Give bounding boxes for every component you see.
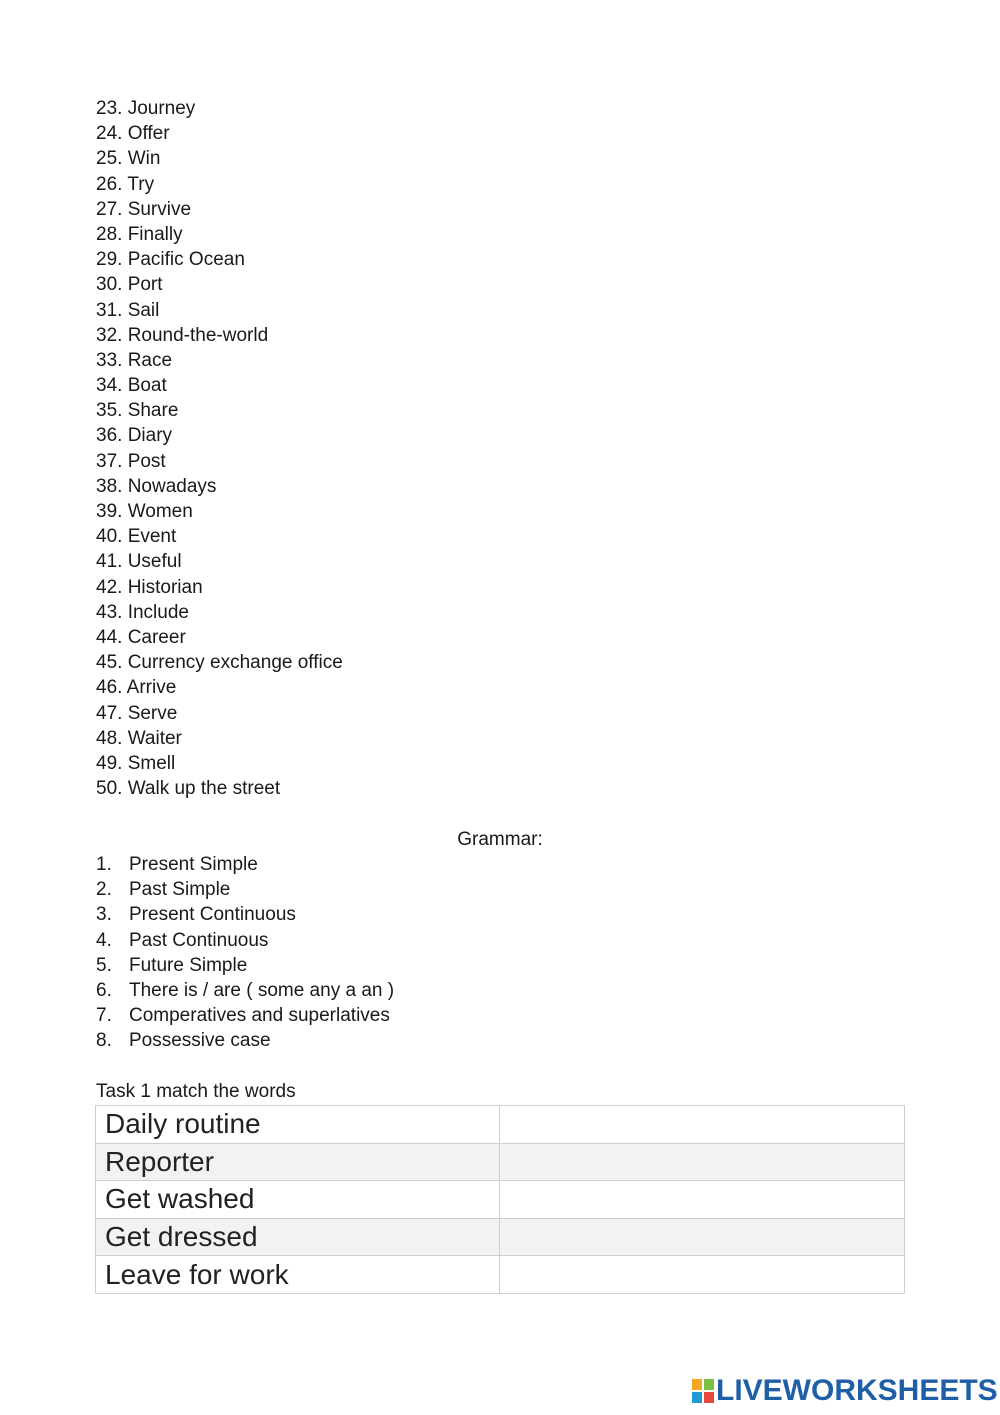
vocabulary-item: 25. Win <box>96 148 161 170</box>
match-answer-cell[interactable] <box>500 1256 905 1294</box>
vocabulary-item: 45. Currency exchange office <box>96 652 343 674</box>
logo-tile <box>704 1379 714 1390</box>
match-answer-cell[interactable] <box>500 1218 905 1256</box>
grammar-item-text: Present Continuous <box>129 904 296 926</box>
vocabulary-item: 29. Pacific Ocean <box>96 249 245 271</box>
grammar-item <box>96 928 394 953</box>
vocabulary-item: 31. Sail <box>96 299 160 321</box>
grammar-item-text: There is / are ( some any a an ) <box>129 979 395 1001</box>
grammar-item-text: Past Simple <box>129 879 231 901</box>
table-row <box>96 1106 905 1144</box>
grammar-heading: Grammar: <box>457 829 543 850</box>
vocabulary-item: 48. Waiter <box>96 727 182 749</box>
grammar-item-number: 2. <box>96 879 112 901</box>
table-row <box>96 1181 905 1219</box>
vocabulary-item: 39. Women <box>96 501 193 522</box>
vocabulary-list <box>96 96 343 801</box>
vocabulary-item: 49. Smell <box>96 752 176 774</box>
grammar-item-text: Future Simple <box>129 954 248 976</box>
grammar-item-number: 4. <box>96 929 112 951</box>
vocabulary-item: 30. Port <box>96 274 163 296</box>
logo-tile <box>692 1379 702 1390</box>
table-row <box>96 1143 905 1181</box>
liveworksheets-brand[interactable] <box>692 1373 998 1409</box>
vocabulary-item: 38. Nowadays <box>96 475 217 497</box>
grammar-item-text: Comperatives and superlatives <box>129 1005 390 1027</box>
grammar-item-number: 5. <box>96 954 112 976</box>
vocabulary-item: 42. Historian <box>96 576 203 598</box>
match-word: Get washed <box>96 1181 500 1219</box>
vocabulary-item: 36. Diary <box>96 425 173 447</box>
match-word: Get dressed <box>96 1218 500 1256</box>
grammar-item <box>96 978 394 1003</box>
vocabulary-item: 37. Post <box>96 450 166 472</box>
logo-tile <box>704 1392 714 1403</box>
vocabulary-item: 40. Event <box>96 526 177 548</box>
match-word: Reporter <box>96 1143 500 1181</box>
grammar-item-number: 6. <box>96 979 112 1001</box>
table-row <box>96 1256 905 1294</box>
vocabulary-item: 43. Include <box>96 601 189 623</box>
grammar-item <box>96 852 394 877</box>
grammar-item-number: 3. <box>96 904 112 926</box>
grammar-item <box>96 902 394 927</box>
match-answer-cell[interactable] <box>500 1106 905 1144</box>
match-word: Leave for work <box>96 1256 500 1294</box>
grammar-item-text: Possessive case <box>129 1030 271 1052</box>
task-title: Task 1 match the words <box>96 1081 296 1102</box>
grammar-item-number: 8. <box>96 1030 112 1052</box>
match-answer-cell[interactable] <box>500 1143 905 1181</box>
grammar-item <box>96 1003 394 1028</box>
vocabulary-item: 24. Offer <box>96 123 170 145</box>
vocabulary-item: 28. Finally <box>96 223 183 245</box>
grammar-item <box>96 877 394 902</box>
vocabulary-item: 46. Arrive <box>96 677 177 699</box>
grammar-item <box>96 1028 394 1053</box>
vocabulary-item: 23. Journey <box>96 98 196 119</box>
vocabulary-item: 41. Useful <box>96 551 182 573</box>
grammar-item <box>96 953 394 978</box>
match-answer-cell[interactable] <box>500 1181 905 1219</box>
liveworksheets-logo-icon <box>692 1379 714 1403</box>
vocabulary-item: 44. Career <box>96 626 186 648</box>
match-word: Daily routine <box>96 1106 500 1144</box>
vocabulary-item: 26. Try <box>96 173 155 195</box>
logo-tile <box>692 1392 702 1403</box>
vocabulary-item: 33. Race <box>96 349 173 371</box>
brand-name: LIVEWORKSHEETS <box>716 1374 998 1407</box>
grammar-list <box>96 852 394 1054</box>
vocabulary-item: 32. Round-the-world <box>96 324 269 346</box>
grammar-item-number: 7. <box>96 1005 112 1027</box>
vocabulary-item: 47. Serve <box>96 702 178 724</box>
vocabulary-item: 27. Survive <box>96 198 192 220</box>
vocabulary-item: 34. Boat <box>96 375 167 397</box>
grammar-item-text: Past Continuous <box>129 929 269 951</box>
grammar-item-text: Present Simple <box>129 854 258 875</box>
table-row <box>96 1218 905 1256</box>
grammar-item-number: 1. <box>96 854 112 875</box>
match-table <box>95 1105 905 1294</box>
vocabulary-item: 35. Share <box>96 400 179 422</box>
vocabulary-item: 50. Walk up the street <box>96 778 281 800</box>
